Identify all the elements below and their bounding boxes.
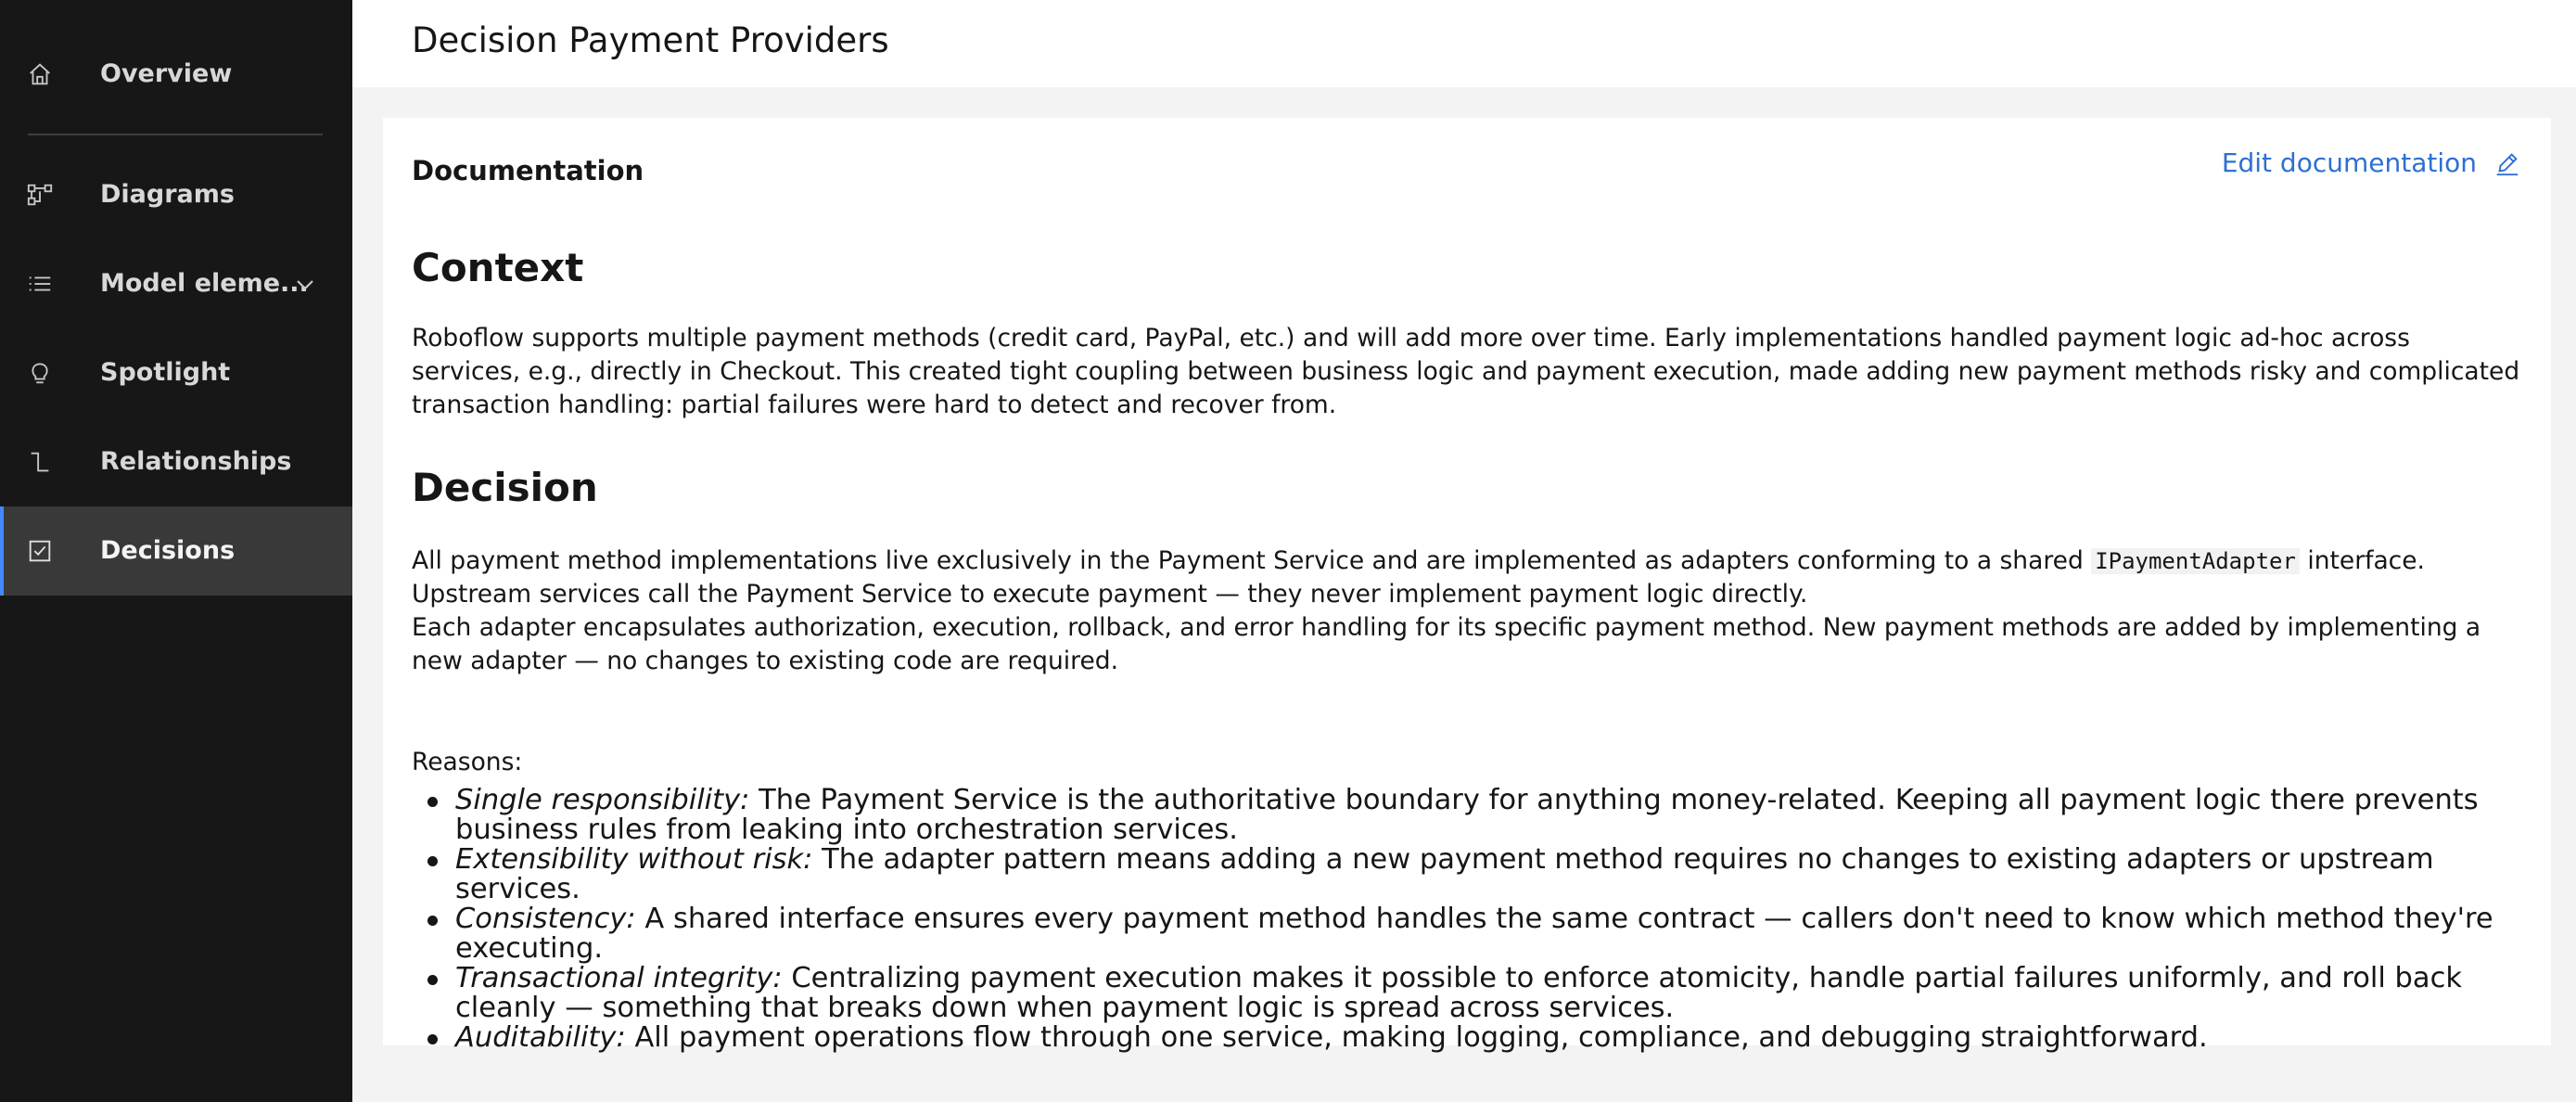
sidebar-item-diagrams[interactable] [0, 150, 352, 239]
reason-text: All payment operations flow through one service, making logging, compliance, and debugging straightforward. [625, 1021, 2208, 1054]
reason-text: The adapter pattern means adding a new payment method requires no changes to existing adapters or upstream services. [455, 843, 2434, 905]
diagram-icon [26, 181, 54, 209]
context-heading: Context [412, 245, 584, 290]
sidebar-item-overview[interactable] [0, 30, 352, 119]
home-icon [26, 60, 54, 88]
sidebar-item-decisions[interactable] [0, 506, 352, 596]
edit-documentation-label: Edit documentation [2221, 147, 2477, 178]
sidebar [0, 0, 352, 1102]
relationship-icon [26, 448, 54, 476]
reason-text: Centralizing payment execution makes it possible to enforce atomicity, handle partial failures uniformly, and roll back cleanly — something that breaks down when payment logic is spread across services. [455, 962, 2463, 1024]
decision-heading: Decision [412, 465, 598, 510]
context-paragraph: Roboflow supports multiple payment methods (credit card, PayPal, etc.) and will add more over time. Early implementations handled payment logic ad-hoc across services, e.g., directly in Checkout. This created tight coupling between business logic and payment execution, made adding new payment methods risky and complicated transaction handling: partial failures were hard to detect and recover from. [412, 324, 2520, 419]
list-item [455, 964, 2532, 1023]
documentation-card [383, 118, 2551, 1054]
lightbulb-icon [26, 359, 54, 387]
reasons-label: Reasons: [412, 748, 523, 776]
sidebar-item-label: Overview [100, 59, 233, 88]
page-title: Decision Payment Providers [412, 20, 889, 60]
reasons-list [455, 786, 2532, 1053]
checkbox-icon [26, 537, 54, 565]
decision-paragraph-2: Each adapter encapsulates authorization, execution, rollback, and error handling for its specific payment method. New payment methods are added by implementing a new adapter — no changes to existing code are required. [412, 613, 2481, 675]
list-item [455, 904, 2532, 964]
reason-title: Consistency: [455, 903, 636, 935]
reason-title: Extensibility without risk: [455, 843, 813, 876]
sidebar-item-label: Diagrams [100, 180, 235, 209]
sidebar-item-model-elements[interactable] [0, 239, 352, 328]
documentation-heading: Documentation [412, 155, 644, 186]
sidebar-item-relationships[interactable] [0, 417, 352, 506]
chevron-down-icon[interactable] [293, 273, 317, 297]
sidebar-item-label: Spotlight [100, 358, 231, 387]
list-item [455, 845, 2532, 904]
reason-title: Single responsibility: [455, 784, 750, 816]
reason-title: Transactional integrity: [455, 962, 783, 994]
decision-paragraph [412, 545, 2526, 611]
sidebar-item-spotlight[interactable] [0, 328, 352, 417]
list-icon [26, 270, 54, 298]
edit-documentation-link[interactable] [2222, 147, 2521, 178]
reason-text: The Payment Service is the authoritative boundary for anything money-related. Keeping all payment logic there prevents business rules from leaking into orchestration services. [455, 784, 2479, 846]
sidebar-divider [28, 134, 323, 135]
sidebar-item-label: Model eleme... [100, 269, 309, 298]
page-header [352, 0, 2576, 87]
decision-text: All payment method implementations live exclusively in the Payment Service and are implemented as adapters conforming to a shared [412, 546, 2092, 575]
decision-text: interface. Upstream services call the Payment Service to execute payment — they never implement payment logic directly. [412, 546, 2425, 609]
reason-text: A shared interface ensures every payment method handles the same contract — callers don't need to know which method they're executing. [455, 903, 2493, 965]
list-item [455, 1023, 2532, 1053]
reason-title: Auditability: [455, 1021, 626, 1054]
inline-code: IPaymentAdapter [2091, 548, 2300, 574]
pencil-icon [2493, 149, 2521, 177]
list-item [455, 786, 2532, 845]
sidebar-item-label: Relationships [100, 447, 292, 476]
sidebar-item-label: Decisions [100, 536, 236, 565]
